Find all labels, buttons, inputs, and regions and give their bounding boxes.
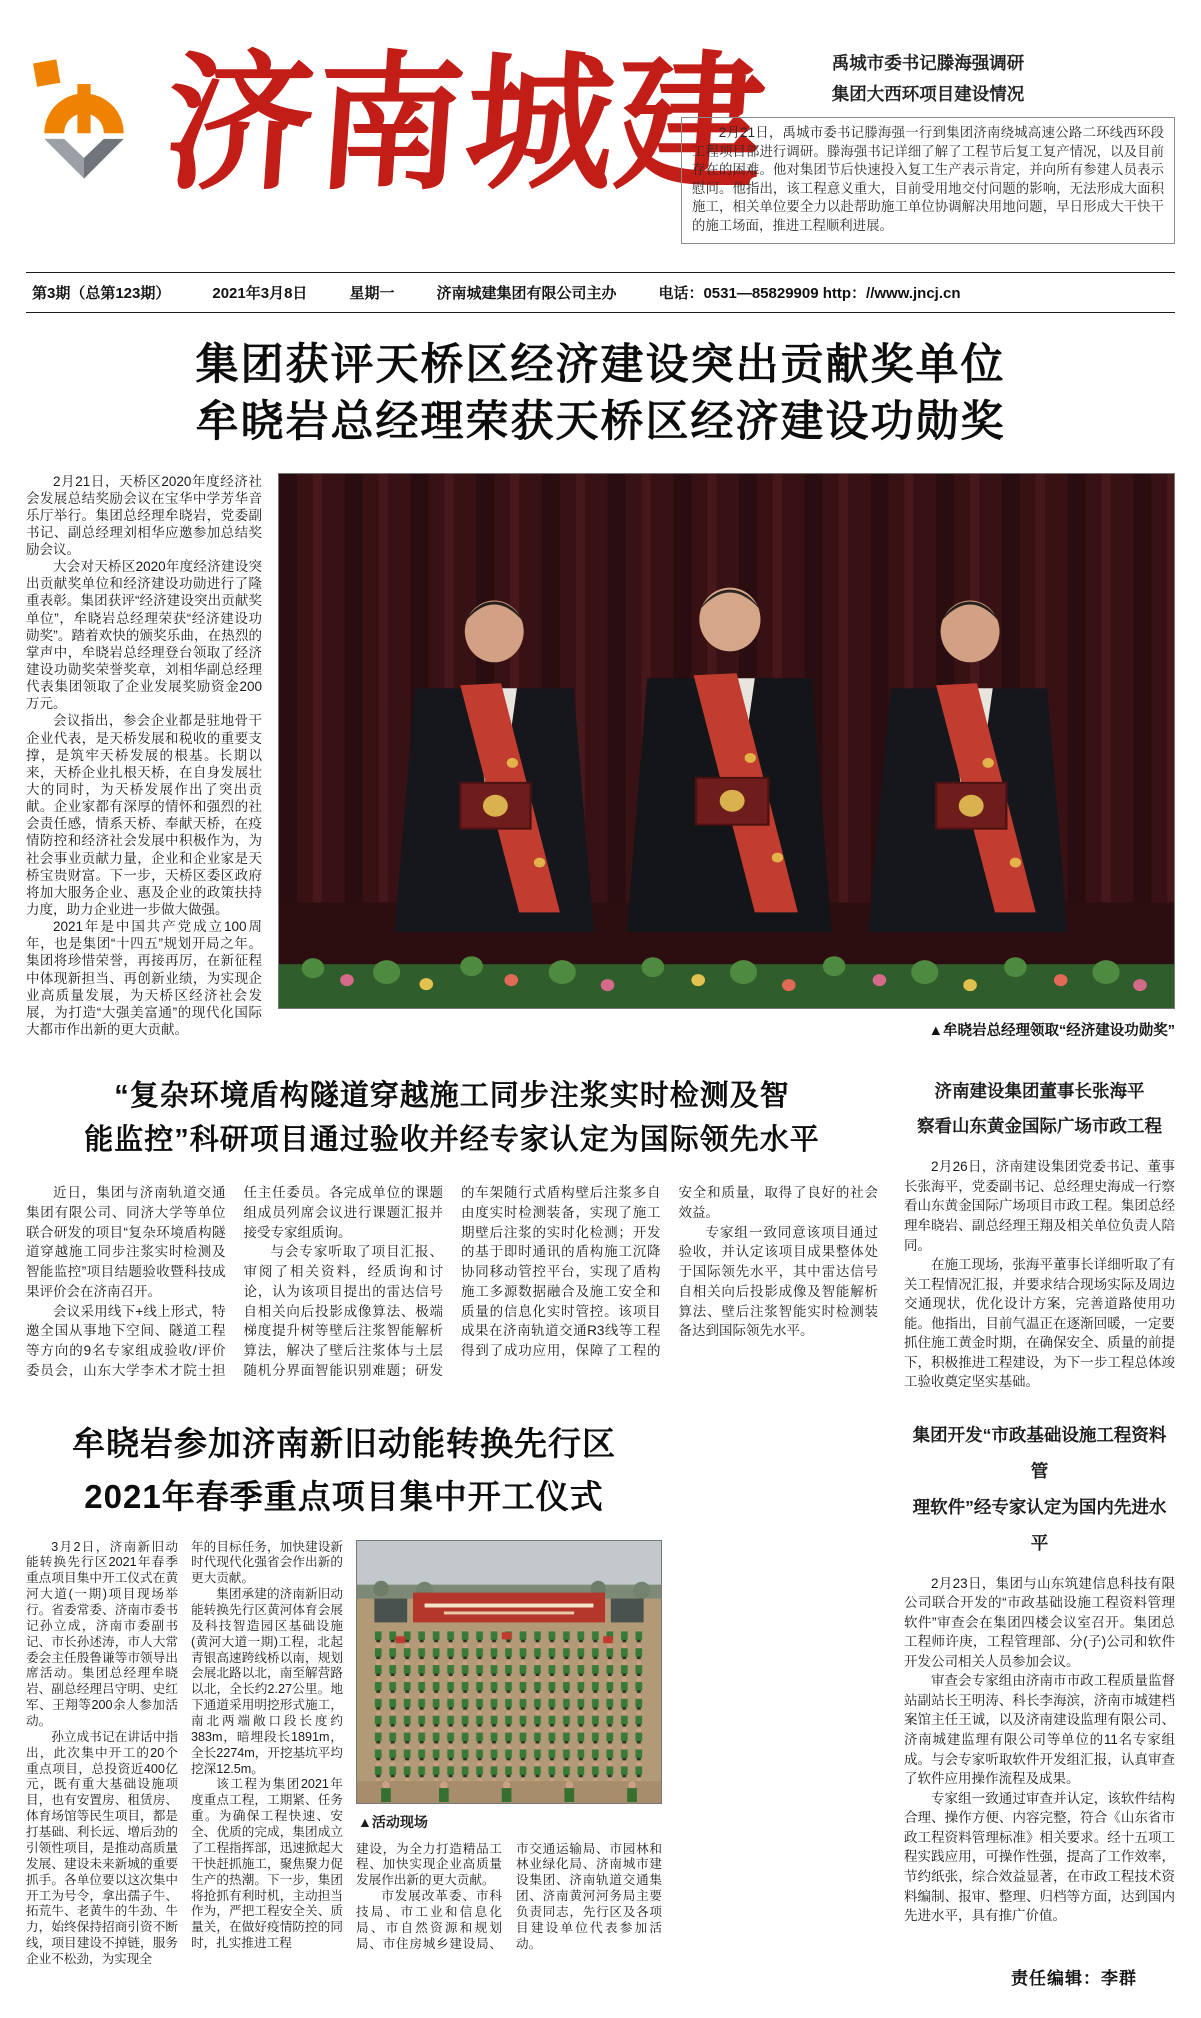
paragraph: 2月26日，济南建设集团党委书记、董事长张海平，党委副书记、总经理史海成一行察看山东黄金国际广场项目市政工程。集团总经理牟晓岩、副总经理王翔及相关单位负责人陪同。	[904, 1159, 1175, 1253]
article-award-headline-1: 集团获评天桥区经济建设突出贡献奖单位	[195, 341, 1006, 389]
paragraph: 2021年是中国共产党成立100周年，也是集团“十四五”规划开局之年。集团将珍惜荣誉，再接再厉，在新征程中体现新担当、再创新业绩，为实现企业高质量发展，为天桥区经济社会发展，为打造“大强美富通”的现代化国际大都市作出新的更大贡献。	[26, 919, 262, 1037]
paragraph: 3月2日，济南新旧动能转换先行区2021年春季重点项目集中开工仪式在黄河大道(一期)项目现场举行。省委常委、济南市委书记孙立成，济南市委副书记、市长孙述涛，市人大常委会主任殷鲁谦等市领导出席活动。集团总经理牟晓岩、副总经理吕守明、史红军、王翔等200余人参加活动。	[26, 1539, 178, 1729]
side-article1-title-line1: 济南建设集团董事长张海平	[934, 1080, 1145, 1101]
paragraph: 该工程为集团2021年度重点工程，工期紧、任务重。为确保工程快速、安全、优质的完成，集团成立了工程指挥部，迅速掀起大干快赶抓施工，聚焦聚力促生产的热潮。下一步，集团将抢抓有利时机，主动担当作为，严把工程安全关、质量关，在做好疫情防控的同时，扎实推进工程	[191, 1777, 343, 1951]
paragraph: 2月23日，集团与山东筑建信息科技有限公司联合开发的“市政基础设施工程资料管理软件”审查会在集团四楼会议室召开。集团总工程师许庚，工程管理部、分(子)公司和软件开发公司相关人员参加会议。	[904, 1575, 1175, 1669]
paragraph: 在施工现场，张海平董事长详细听取了有关工程情况汇报，并要求结合现场实际及周边交通现状，优化设计方案，完善道路使用功能。他指出，目前气温正在逐渐回暖，一定要抓住施工黄金时期，在确保安全、质量的前提下，积极推进工程建设，为下一步工程总体竣工验收奠定坚实基础。	[904, 1257, 1175, 1390]
paragraph: 孙立成书记在讲话中指出，此次集中开工的20个重点项目，总投资近400亿元，既有重大基础设施项目，也有安置房、租赁房、体育场馆等民生项目，都是打基础、利长远、增后劲的引领性项目，是推动高质量发展、建设未来新城的重要抓手。各单位要以这次集中开工为号令，拿出孺子牛、拓荒牛、老黄牛的牛劲、牛力，始终保持招商引资不断线，项目建设不掉链，服务企业不松劲，为实现全	[26, 1729, 178, 1966]
publisher: 济南城建集团有限公司主办	[436, 285, 617, 302]
award-photo-block	[278, 473, 1175, 1040]
paragraph: 专家组一致通过审查并认定，该软件结构合理、操作方便、内容完整，符合《山东省市政工程资料管理标准》相关要求。经十五项工程实践应用，可操作性强，提高了工作效率，节约纸张，综合效益显著，在市政工程技术资料编制、报审、整理、归档等方面，达到国内先进水平，具有推广价值。	[904, 1790, 1175, 1924]
paragraph: 年的目标任务，加快建设新时代现代化强省会作出新的更大贡献。	[191, 1539, 343, 1586]
top-right-article-box	[681, 117, 1175, 244]
paragraph: 近日，集团与济南轨道交通集团有限公司、同济大学等单位联合研发的项目“复杂环境盾构隧道穿越施工同步注浆实时检测及智能监控”项目结题验收暨科技成果评价会在济南召开。	[26, 1185, 226, 1299]
masthead-title: 济南城建	[159, 36, 773, 210]
newspaper-logo	[32, 56, 136, 184]
paragraph: 审查会专家组由济南市市政工程质量监督站副站长王明涛、科长李海滨，济南市城建档案馆主任王诚，以及济南建设监理有限公司、济南城建监理有限公司等单位的11名专家组成。与会专家听取软件开发组汇报，认真审查了软件应用操作流程及成果。	[904, 1673, 1175, 1787]
publication-date: 2021年3月8日	[212, 285, 308, 302]
paragraph: 建设，为全力打造精品工程、加快实现企业高质量发展作出新的更大贡献。	[356, 1841, 502, 1888]
paragraph: 集团承建的济南新旧动能转换先行区黄河体育会展及科技智造园区基础设施(黄河大道一期)工程，北起青银高速跨线桥以南，规划会展北路以北，南至解营路以北，全长约2.27公里。地下通道采用明挖形式施工，南北两端敞口段长度约383m，暗埋段长1891m，全长2274m，开挖基坑平均挖深12.5m。	[191, 1587, 343, 1776]
side-article1-title-line2: 察看山东黄金国际广场市政工程	[917, 1116, 1162, 1137]
top-right-article-body: 2月21日，禹城市委书记滕海强一行到集团济南绕城高速公路二环线西环段工程项目部进行调研。滕海强书记详细了解了工程节后复工复产情况，以及目前存在的困难。他对集团节后快速投入复工生产表示肯定，并向所有参建人员表示慰问。他指出，该工程意义重大，目前受用地交付问题的影响，无法形成大面积施工，相关单位要全力以赴帮助施工单位协调解决用地问题，早日形成大干快干的施工场面，推进工程顺利进展。	[692, 125, 1164, 233]
top-right-article-title-line2: 集团大西环项目建设情况	[831, 83, 1025, 104]
paragraph: 市发展改革委、市科技局、市工业和信息化局、市自然资源和规划局、市住房城乡建设局、市交通运输局、市园林和林业绿化局、济南城市建设集团、济南轨道交通集团、济南黄河河务局主要负责同志，先行区及各项目建设单位代表参加活动。	[356, 1841, 662, 1951]
paragraph: 大会对天桥区2020年度经济建设突出贡献奖单位和经济建设功勋进行了隆重表彰。集团获评“经济建设突出贡献奖单位”，牟晓岩总经理荣获“经济建设功勋奖”。踏着欢快的颁奖乐曲，在热烈的掌声中，牟晓岩总经理登台领取了经济建设功勋奖荣誉奖章，刘相华副总经理代表集团领取了企业发展奖励资金200万元。	[26, 559, 262, 712]
groundbreaking-text-column-2	[191, 1540, 343, 1968]
article-award	[26, 337, 1175, 1040]
article-research	[26, 1074, 878, 1393]
paragraph: 会议采用线下+线上形式，特邀全国从事地下空间、隧道工程等方向的9名专家组成验收/评价委员会，山东大学李术才院士担任主任委员。各完成单位的课题组成员列席会议进行课题汇报并接受专家组质询。	[26, 1185, 443, 1378]
publication-info-bar	[26, 272, 1175, 313]
article-research-headline-1: “复杂环境盾构隧道穿越施工同步注浆实时检测及智	[114, 1079, 790, 1112]
groundbreaking-photo	[356, 1540, 662, 1804]
award-photo-caption: ▲牟晓岩总经理领取“经济建设功勋奖”	[928, 1022, 1175, 1039]
side-article-chairman-visit	[904, 1074, 1175, 1393]
editor-credit: 责任编辑：李群	[1011, 1969, 1137, 1988]
article-groundbreaking-headline-1: 牟晓岩参加济南新旧动能转换先行区	[72, 1425, 616, 1462]
side-article-software	[904, 1418, 1175, 1968]
paragraph: 2月21日，天桥区2020年度经济社会发展总结奖励会议在宝华中学芳华音乐厅举行。集团总经理牟晓岩，党委副书记、副总经理刘相华应邀参加总结奖励会议。	[26, 473, 262, 558]
article-research-columns	[26, 1183, 878, 1380]
groundbreaking-photo-block	[356, 1540, 662, 1968]
article-award-headline-2: 牟晓岩总经理荣获天桥区经济建设功勋奖	[195, 397, 1006, 446]
side-article2-title-line1: 集团开发“市政基础设施工程资料管	[912, 1425, 1167, 1481]
paragraph: 专家组一致同意该项目通过验收，并认定该项目成果整体处于国际领先水平，其中雷达信号自相关向后投影成像及智能解析算法、壁后注浆智能实时检测装备达到国际领先水平。	[678, 1224, 878, 1339]
side-article2-title-line2: 理软件”经专家认定为国内先进水平	[912, 1496, 1167, 1553]
groundbreaking-text-under-photo	[356, 1842, 662, 1953]
contact-info: 电话：0531—85829909 http：//www.jncj.cn	[658, 285, 961, 302]
groundbreaking-text-column-1	[26, 1540, 178, 1968]
groundbreaking-photo-caption: ▲活动现场	[358, 1813, 428, 1830]
paragraph: 会议指出，参会企业都是驻地骨干企业代表，是天桥发展和税收的重要支撑，是筑牢天桥发展的根基。长期以来，天桥企业扎根天桥，在自身发展壮大的同时，为天桥发展作出了突出贡献。企业家都有深厚的情怀和强烈的社会责任感，情系天桥、奉献天桥，在疫情防控和经济社会发展中积极作为，为社会事业贡献力量，企业和企业家是天桥宝贵财富。下一步，天桥区委区政府将加大服务企业、惠及企业的政策扶持力度，助力企业进一步做大做强。	[26, 713, 262, 918]
article-groundbreaking	[26, 1418, 878, 1968]
weekday: 星期一	[349, 285, 395, 302]
award-ceremony-photo	[278, 473, 1175, 1009]
top-right-article-title-line1: 禹城市委书记滕海强调研	[831, 53, 1025, 73]
article-award-text-column	[26, 473, 262, 1040]
issue-number: 第3期（总第123期）	[32, 285, 171, 302]
paragraph: 与会专家听取了项目汇报、审阅了相关资料，经质询和讨论，认为该项目提出的雷达信号自相关向后投影成像算法、极端梯度提升树等壁后注浆智能解析算法，解决了壁后注浆体与土层随机分界面智能识别难题；研发的车架随行式盾构壁后注浆多自由度实时检测装备，实现了施工期壁后注浆的实时化检测；开发的基于即时通讯的盾构施工沉降协同移动管控平台，实现了盾构施工多源数据融合及施工安全和质量的信息化实时管控。该项目成果在济南轨道交通R3线等工程得到了成功应用，保障了工程的安全和质量，取得了良好的社会效益。	[243, 1185, 878, 1378]
article-groundbreaking-headline-2: 2021年春季重点项目集中开工仪式	[84, 1477, 604, 1515]
top-right-article	[681, 48, 1175, 244]
masthead	[26, 0, 1175, 272]
article-research-headline-2: 能监控”科研项目通过验收并经专家认定为国际领先水平	[84, 1124, 820, 1157]
